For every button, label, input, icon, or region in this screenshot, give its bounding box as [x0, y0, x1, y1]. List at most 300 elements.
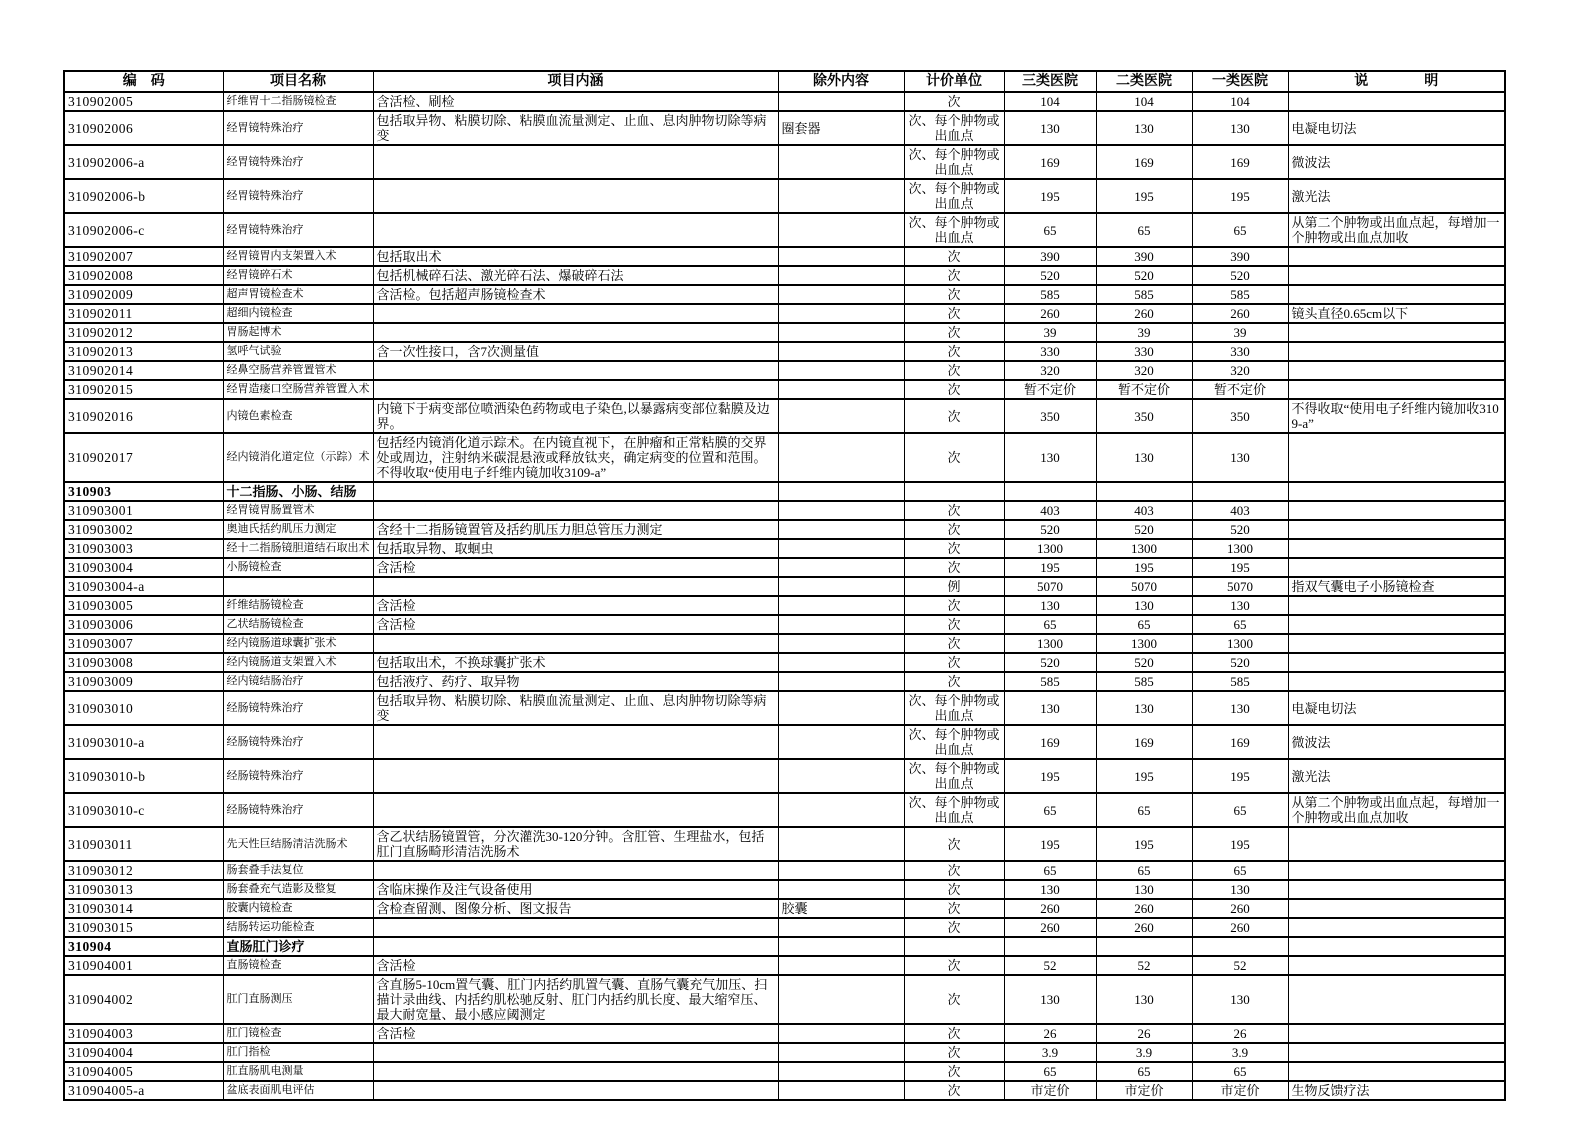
cell-exclusion — [778, 539, 904, 558]
cell-code: 310904003 — [64, 1024, 223, 1043]
cell-price-tier1: 3.9 — [1192, 1043, 1288, 1062]
table-row — [64, 880, 1505, 899]
cell-content: 含活检 — [373, 615, 778, 634]
cell-price-tier3: 104 — [1004, 92, 1096, 111]
cell-note: 电凝电切法 — [1288, 691, 1505, 725]
cell-price-tier2: 130 — [1096, 433, 1192, 482]
cell-note — [1288, 956, 1505, 975]
table-row — [64, 266, 1505, 285]
cell-code: 310902011 — [64, 304, 223, 323]
cell-price-tier2: 130 — [1096, 111, 1192, 145]
cell-price-tier2: 3.9 — [1096, 1043, 1192, 1062]
cell-unit: 次 — [904, 975, 1004, 1024]
cell-price-tier1: 65 — [1192, 861, 1288, 880]
cell-content — [373, 793, 778, 827]
table-row — [64, 634, 1505, 653]
cell-price-tier1: 65 — [1192, 213, 1288, 247]
cell-price-tier3: 350 — [1004, 399, 1096, 433]
price-table-body — [64, 92, 1505, 1100]
cell-code: 310902017 — [64, 433, 223, 482]
table-row — [64, 111, 1505, 145]
cell-content — [373, 1062, 778, 1081]
cell-unit: 次、每个肿物或出血点 — [904, 213, 1004, 247]
cell-price-tier1: 130 — [1192, 880, 1288, 899]
cell-price-tier2: 26 — [1096, 1024, 1192, 1043]
cell-price-tier3: 390 — [1004, 247, 1096, 266]
cell-name: 小肠镜检查 — [223, 558, 373, 577]
cell-note — [1288, 323, 1505, 342]
cell-note: 从第二个肿物或出血点起，每增加一个肿物或出血点加收 — [1288, 213, 1505, 247]
cell-note: 微波法 — [1288, 145, 1505, 179]
table-row — [64, 1081, 1505, 1100]
table-row — [64, 827, 1505, 861]
cell-name: 胃肠起博术 — [223, 323, 373, 342]
cell-price-tier2: 350 — [1096, 399, 1192, 433]
cell-price-tier2: 403 — [1096, 501, 1192, 520]
cell-price-tier3 — [1004, 937, 1096, 956]
cell-note: 激光法 — [1288, 759, 1505, 793]
cell-price-tier3: 1300 — [1004, 539, 1096, 558]
cell-code: 310902005 — [64, 92, 223, 111]
col-header-code: 编 码 — [64, 71, 223, 92]
cell-price-tier2: 1300 — [1096, 634, 1192, 653]
cell-price-tier2: 5070 — [1096, 577, 1192, 596]
cell-unit: 次 — [904, 596, 1004, 615]
cell-price-tier3: 130 — [1004, 111, 1096, 145]
cell-content: 包括液疗、药疗、取异物 — [373, 672, 778, 691]
cell-price-tier3: 195 — [1004, 179, 1096, 213]
cell-unit: 次 — [904, 880, 1004, 899]
cell-exclusion — [778, 179, 904, 213]
table-row — [64, 399, 1505, 433]
cell-price-tier2: 169 — [1096, 725, 1192, 759]
cell-unit — [904, 937, 1004, 956]
cell-exclusion — [778, 482, 904, 501]
cell-note — [1288, 380, 1505, 399]
cell-unit: 次 — [904, 361, 1004, 380]
cell-unit: 次 — [904, 615, 1004, 634]
cell-price-tier3: 195 — [1004, 827, 1096, 861]
cell-name: 经十二指肠镜胆道结石取出术 — [223, 539, 373, 558]
cell-exclusion — [778, 918, 904, 937]
cell-code: 310904004 — [64, 1043, 223, 1062]
cell-unit: 次、每个肿物或出血点 — [904, 691, 1004, 725]
cell-name: 经内镜肠道支架置入术 — [223, 653, 373, 672]
cell-price-tier2: 65 — [1096, 213, 1192, 247]
cell-price-tier2: 65 — [1096, 615, 1192, 634]
cell-content: 包括经内镜消化道示踪术。在内镜直视下，在肿瘤和正常粘膜的交界处或周边，注射纳米碳混悬液或释放钛夹，确定病变的位置和范围。不得收取“使用电子纤维内镜加收3109-a” — [373, 433, 778, 482]
cell-name: 肠套叠手法复位 — [223, 861, 373, 880]
cell-code: 310902016 — [64, 399, 223, 433]
cell-unit: 次、每个肿物或出血点 — [904, 725, 1004, 759]
cell-content — [373, 380, 778, 399]
cell-unit: 次 — [904, 520, 1004, 539]
table-row — [64, 323, 1505, 342]
cell-price-tier2: 260 — [1096, 304, 1192, 323]
cell-note — [1288, 672, 1505, 691]
cell-note: 从第二个肿物或出血点起，每增加一个肿物或出血点加收 — [1288, 793, 1505, 827]
cell-exclusion — [778, 634, 904, 653]
table-row — [64, 501, 1505, 520]
cell-unit: 次、每个肿物或出血点 — [904, 759, 1004, 793]
cell-unit: 次 — [904, 266, 1004, 285]
cell-price-tier2: 130 — [1096, 691, 1192, 725]
cell-price-tier2: 520 — [1096, 266, 1192, 285]
cell-exclusion — [778, 342, 904, 361]
cell-exclusion — [778, 433, 904, 482]
cell-exclusion — [778, 653, 904, 672]
cell-price-tier1: 169 — [1192, 725, 1288, 759]
cell-price-tier1: 1300 — [1192, 634, 1288, 653]
table-row — [64, 956, 1505, 975]
table-row — [64, 92, 1505, 111]
cell-unit: 次 — [904, 1043, 1004, 1062]
cell-name: 超声胃镜检查术 — [223, 285, 373, 304]
cell-exclusion — [778, 399, 904, 433]
cell-price-tier1: 260 — [1192, 918, 1288, 937]
cell-note — [1288, 433, 1505, 482]
cell-exclusion — [778, 672, 904, 691]
cell-note — [1288, 501, 1505, 520]
cell-price-tier2: 195 — [1096, 179, 1192, 213]
col-header-exclusion: 除外内容 — [778, 71, 904, 92]
cell-exclusion — [778, 247, 904, 266]
cell-exclusion — [778, 691, 904, 725]
cell-price-tier3: 520 — [1004, 520, 1096, 539]
cell-price-tier2: 195 — [1096, 827, 1192, 861]
cell-unit: 次 — [904, 634, 1004, 653]
table-row — [64, 361, 1505, 380]
cell-name: 肛门直肠测压 — [223, 975, 373, 1024]
cell-code: 310903010 — [64, 691, 223, 725]
cell-content — [373, 1081, 778, 1100]
cell-code: 310903013 — [64, 880, 223, 899]
cell-unit: 次 — [904, 1024, 1004, 1043]
cell-content: 包括取异物、取蛔虫 — [373, 539, 778, 558]
cell-code: 310904005-a — [64, 1081, 223, 1100]
cell-price-tier1: 130 — [1192, 691, 1288, 725]
cell-price-tier3: 320 — [1004, 361, 1096, 380]
cell-exclusion — [778, 380, 904, 399]
cell-content: 包括取出术，不换球囊扩张术 — [373, 653, 778, 672]
cell-note — [1288, 634, 1505, 653]
cell-price-tier1: 65 — [1192, 615, 1288, 634]
cell-name: 经肠镜特殊治疗 — [223, 759, 373, 793]
cell-code: 310902015 — [64, 380, 223, 399]
cell-price-tier2: 195 — [1096, 759, 1192, 793]
cell-unit: 次 — [904, 323, 1004, 342]
cell-note — [1288, 520, 1505, 539]
cell-content: 包括机械碎石法、激光碎石法、爆破碎石法 — [373, 266, 778, 285]
cell-content: 含活检 — [373, 1024, 778, 1043]
cell-price-tier1: 520 — [1192, 266, 1288, 285]
cell-price-tier3: 585 — [1004, 285, 1096, 304]
cell-code: 310903010-a — [64, 725, 223, 759]
cell-content — [373, 634, 778, 653]
cell-price-tier3: 130 — [1004, 433, 1096, 482]
cell-content — [373, 861, 778, 880]
cell-unit: 次、每个肿物或出血点 — [904, 145, 1004, 179]
cell-price-tier3: 65 — [1004, 1062, 1096, 1081]
table-row — [64, 861, 1505, 880]
cell-content — [373, 937, 778, 956]
cell-price-tier2: 195 — [1096, 558, 1192, 577]
cell-note — [1288, 615, 1505, 634]
cell-name: 经肠镜特殊治疗 — [223, 725, 373, 759]
cell-note — [1288, 653, 1505, 672]
table-row — [64, 213, 1505, 247]
cell-price-tier1: 260 — [1192, 304, 1288, 323]
cell-price-tier1: 130 — [1192, 433, 1288, 482]
cell-unit — [904, 482, 1004, 501]
col-header-note: 说 明 — [1288, 71, 1505, 92]
cell-price-tier1 — [1192, 937, 1288, 956]
cell-content — [373, 213, 778, 247]
table-row — [64, 1024, 1505, 1043]
cell-exclusion — [778, 361, 904, 380]
cell-exclusion — [778, 1062, 904, 1081]
table-row — [64, 653, 1505, 672]
cell-note: 生物反馈疗法 — [1288, 1081, 1505, 1100]
col-header-content: 项目内涵 — [373, 71, 778, 92]
cell-exclusion — [778, 725, 904, 759]
cell-code: 310903014 — [64, 899, 223, 918]
cell-unit: 次、每个肿物或出血点 — [904, 793, 1004, 827]
table-row — [64, 433, 1505, 482]
cell-code: 310902006-a — [64, 145, 223, 179]
cell-price-tier3: 市定价 — [1004, 1081, 1096, 1100]
cell-note — [1288, 861, 1505, 880]
cell-name: 经内镜肠道球囊扩张术 — [223, 634, 373, 653]
cell-price-tier2: 65 — [1096, 1062, 1192, 1081]
cell-name: 结肠转运功能检查 — [223, 918, 373, 937]
cell-content — [373, 145, 778, 179]
cell-content: 含活检 — [373, 956, 778, 975]
cell-exclusion — [778, 793, 904, 827]
cell-exclusion — [778, 1024, 904, 1043]
col-header-tier1-hospital: 一类医院 — [1192, 71, 1288, 92]
cell-unit: 次 — [904, 558, 1004, 577]
cell-code: 310903006 — [64, 615, 223, 634]
cell-name: 氢呼气试验 — [223, 342, 373, 361]
cell-name: 经胃镜胃肠置管术 — [223, 501, 373, 520]
cell-note — [1288, 1062, 1505, 1081]
cell-note: 电凝电切法 — [1288, 111, 1505, 145]
cell-name: 直肠镜检查 — [223, 956, 373, 975]
cell-name: 经胃镜碎石术 — [223, 266, 373, 285]
cell-exclusion — [778, 1043, 904, 1062]
cell-content — [373, 179, 778, 213]
table-row — [64, 380, 1505, 399]
section-row — [64, 482, 1505, 501]
cell-note: 不得收取“使用电子纤维内镜加收3109-a” — [1288, 399, 1505, 433]
cell-code: 310904001 — [64, 956, 223, 975]
table-row — [64, 899, 1505, 918]
table-row — [64, 247, 1505, 266]
cell-price-tier3: 3.9 — [1004, 1043, 1096, 1062]
cell-exclusion — [778, 759, 904, 793]
cell-price-tier1: 195 — [1192, 759, 1288, 793]
cell-exclusion: 胶囊 — [778, 899, 904, 918]
cell-price-tier1: 130 — [1192, 596, 1288, 615]
cell-name: 经胃镜特殊治疗 — [223, 145, 373, 179]
cell-price-tier2: 260 — [1096, 899, 1192, 918]
cell-price-tier2: 130 — [1096, 880, 1192, 899]
cell-price-tier1: 65 — [1192, 1062, 1288, 1081]
cell-unit: 次 — [904, 433, 1004, 482]
cell-code: 310903011 — [64, 827, 223, 861]
cell-content: 含活检。包括超声肠镜检查术 — [373, 285, 778, 304]
cell-note — [1288, 361, 1505, 380]
cell-price-tier2: 320 — [1096, 361, 1192, 380]
cell-content — [373, 482, 778, 501]
cell-price-tier2: 260 — [1096, 918, 1192, 937]
col-header-name: 项目名称 — [223, 71, 373, 92]
table-row — [64, 596, 1505, 615]
cell-name: 纤维胃十二指肠镜检查 — [223, 92, 373, 111]
cell-content — [373, 323, 778, 342]
cell-price-tier1: 5070 — [1192, 577, 1288, 596]
cell-note: 指双气囊电子小肠镜检查 — [1288, 577, 1505, 596]
cell-unit: 次 — [904, 380, 1004, 399]
cell-price-tier1: 195 — [1192, 179, 1288, 213]
cell-unit: 次 — [904, 918, 1004, 937]
cell-price-tier1: 390 — [1192, 247, 1288, 266]
table-row — [64, 304, 1505, 323]
cell-note — [1288, 899, 1505, 918]
cell-price-tier2: 52 — [1096, 956, 1192, 975]
cell-code: 310903010-c — [64, 793, 223, 827]
cell-price-tier1: 1300 — [1192, 539, 1288, 558]
cell-content: 内镜下于病变部位喷洒染色药物或电子染色,以暴露病变部位黏膜及边界。 — [373, 399, 778, 433]
cell-name: 肛门指检 — [223, 1043, 373, 1062]
cell-price-tier2: 暂不定价 — [1096, 380, 1192, 399]
cell-code: 310903007 — [64, 634, 223, 653]
cell-unit: 次 — [904, 399, 1004, 433]
table-row — [64, 672, 1505, 691]
cell-price-tier3: 330 — [1004, 342, 1096, 361]
cell-price-tier3: 65 — [1004, 861, 1096, 880]
cell-content: 含活检 — [373, 558, 778, 577]
cell-unit: 次 — [904, 1062, 1004, 1081]
cell-content: 含一次性接口，含7次测量值 — [373, 342, 778, 361]
table-row — [64, 145, 1505, 179]
cell-price-tier3: 65 — [1004, 615, 1096, 634]
cell-unit: 次 — [904, 899, 1004, 918]
cell-exclusion — [778, 880, 904, 899]
cell-note — [1288, 975, 1505, 1024]
cell-code: 310904 — [64, 937, 223, 956]
cell-code: 310903003 — [64, 539, 223, 558]
cell-price-tier3: 65 — [1004, 793, 1096, 827]
cell-name: 直肠肛门诊疗 — [223, 937, 373, 956]
cell-price-tier3: 195 — [1004, 558, 1096, 577]
cell-price-tier3: 260 — [1004, 918, 1096, 937]
cell-exclusion — [778, 285, 904, 304]
cell-code: 310903005 — [64, 596, 223, 615]
cell-name: 奥迪氏括约肌压力测定 — [223, 520, 373, 539]
cell-exclusion — [778, 861, 904, 880]
cell-price-tier3: 520 — [1004, 266, 1096, 285]
cell-name: 胶囊内镜检查 — [223, 899, 373, 918]
cell-price-tier1: 585 — [1192, 672, 1288, 691]
cell-code: 310903004 — [64, 558, 223, 577]
table-row — [64, 759, 1505, 793]
cell-code: 310902012 — [64, 323, 223, 342]
cell-price-tier3: 52 — [1004, 956, 1096, 975]
cell-price-tier2: 65 — [1096, 861, 1192, 880]
cell-exclusion — [778, 937, 904, 956]
cell-price-tier2: 520 — [1096, 653, 1192, 672]
cell-name: 经内镜结肠治疗 — [223, 672, 373, 691]
cell-note — [1288, 92, 1505, 111]
cell-code: 310902006 — [64, 111, 223, 145]
table-row — [64, 539, 1505, 558]
cell-note — [1288, 342, 1505, 361]
cell-price-tier2: 169 — [1096, 145, 1192, 179]
cell-price-tier1: 195 — [1192, 558, 1288, 577]
cell-exclusion — [778, 520, 904, 539]
cell-content — [373, 759, 778, 793]
cell-price-tier1: 市定价 — [1192, 1081, 1288, 1100]
cell-code: 310902009 — [64, 285, 223, 304]
cell-exclusion — [778, 827, 904, 861]
cell-price-tier1: 195 — [1192, 827, 1288, 861]
cell-note — [1288, 596, 1505, 615]
cell-exclusion: 圈套器 — [778, 111, 904, 145]
cell-price-tier2: 104 — [1096, 92, 1192, 111]
cell-price-tier3: 130 — [1004, 596, 1096, 615]
cell-note — [1288, 1024, 1505, 1043]
cell-price-tier2: 65 — [1096, 793, 1192, 827]
cell-exclusion — [778, 145, 904, 179]
cell-code: 310904002 — [64, 975, 223, 1024]
table-row — [64, 918, 1505, 937]
cell-price-tier1: 130 — [1192, 111, 1288, 145]
cell-note — [1288, 880, 1505, 899]
cell-note — [1288, 918, 1505, 937]
cell-code: 310904005 — [64, 1062, 223, 1081]
cell-code: 310902013 — [64, 342, 223, 361]
cell-note — [1288, 937, 1505, 956]
cell-content: 含活检、刷检 — [373, 92, 778, 111]
cell-price-tier1: 暂不定价 — [1192, 380, 1288, 399]
table-row — [64, 691, 1505, 725]
cell-price-tier2: 585 — [1096, 285, 1192, 304]
table-row — [64, 615, 1505, 634]
col-header-unit: 计价单位 — [904, 71, 1004, 92]
cell-unit: 次 — [904, 956, 1004, 975]
cell-content — [373, 361, 778, 380]
cell-price-tier1: 260 — [1192, 899, 1288, 918]
cell-name: 十二指肠、小肠、结肠 — [223, 482, 373, 501]
cell-code: 310902007 — [64, 247, 223, 266]
cell-price-tier2: 130 — [1096, 596, 1192, 615]
table-row — [64, 558, 1505, 577]
cell-unit: 次 — [904, 1081, 1004, 1100]
cell-code: 310902006-c — [64, 213, 223, 247]
cell-content — [373, 304, 778, 323]
cell-unit: 次 — [904, 653, 1004, 672]
cell-name: 先天性巨结肠清洁洗肠术 — [223, 827, 373, 861]
cell-unit: 例 — [904, 577, 1004, 596]
cell-name: 肠套叠充气造影及整复 — [223, 880, 373, 899]
cell-content: 含直肠5-10cm置气囊、肛门内括约肌置气囊、直肠气囊充气加压、扫描计录曲线、内括约肌松驰反射、肛门内括约肌长度、最大缩窄压、最大耐宽量、最小感应阈测定 — [373, 975, 778, 1024]
cell-name: 肛门镜检查 — [223, 1024, 373, 1043]
cell-price-tier3: 65 — [1004, 213, 1096, 247]
cell-code: 310903012 — [64, 861, 223, 880]
cell-code: 310903002 — [64, 520, 223, 539]
